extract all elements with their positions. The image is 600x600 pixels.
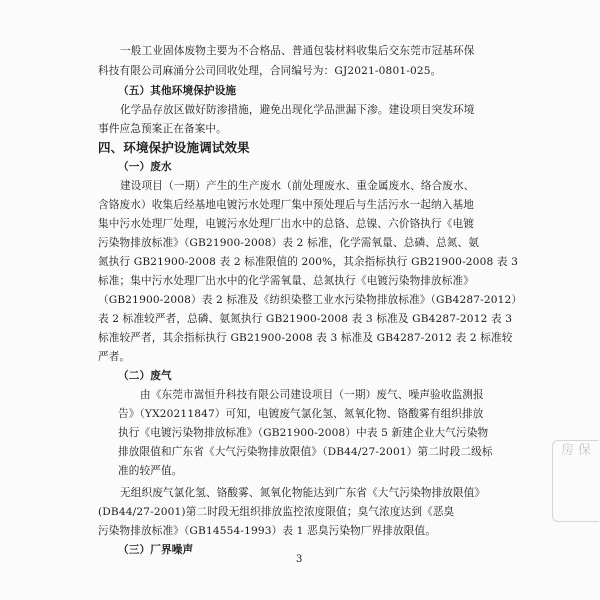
seal-stamp	[552, 440, 599, 522]
body-text-line: 标准；集中污水处理厂出水中的化学需氧量、总氮执行《电镀污染物排放标准》	[98, 275, 475, 287]
body-text-line: （GB21900-2008）表 2 标准及《纺织染整工业水污染物排放标准》（GB4287-2012）	[98, 294, 523, 306]
section-heading-boundary-noise: （三）厂界噪声	[118, 544, 194, 556]
body-text-line: 严者。	[98, 351, 131, 363]
body-text-line: 表 2 标准较严者，总磷、氨氮执行 GB21900-2008 表 3 标准及 GB4287-2012 表 3	[98, 313, 513, 325]
body-text-line: (DB44/27-2001)第二时段无组织排放监控浓度限值；臭气浓度达到《恶臭	[98, 506, 455, 518]
chapter-heading-commissioning-results: 四、环境保护设施调试效果	[98, 140, 250, 155]
body-text-line: 标准较严者，其余指标执行 GB21900-2008 表 3 标准及 GB4287-2012 表 2 标准较	[98, 332, 513, 344]
section-heading-waste-gas: （二）废气	[118, 370, 172, 382]
body-text-line: 一般工业固体废物主要为不合格品、普通包装材料收集后交东莞市冠基环保	[120, 45, 475, 57]
page-number: 3	[296, 554, 303, 565]
body-text-line: 污染物排放标准》（GB21900-2008）表 2 标准，化学需氧量、总磷、总氮、氨	[98, 237, 479, 249]
section-heading-wastewater: （一）废水	[118, 161, 172, 173]
body-text-line: 集中污水处理厂处理，电镀污水处理厂出水中的总铬、总镍、六价铬执行《电镀	[98, 218, 475, 230]
body-text-line: 含铬废水）收集后经基地电镀污水处理厂集中预处理后与生活污水一起纳入基地	[98, 199, 475, 211]
body-text-line: 无组织废气氯化氢、铬酸雾、氮氧化物能达到广东省《大气污染物排放限值》	[120, 487, 486, 499]
body-text-line: 告》（YX20211847）可知，电镀废气氯化氢、氮氧化物、铬酸雾有组织排放	[118, 408, 484, 420]
body-text-line: 化学品存放区做好防渗措施，避免出现化学品泄漏下渗。建设项目突发环境	[120, 104, 475, 116]
body-text-line: 建设项目（一期）产生的生产废水（前处理废水、重金属废水、络合废水、	[120, 180, 475, 192]
stamp-text: 房 保	[560, 443, 592, 458]
body-text-line: 污染物排放标准》（GB14554-1993）表 1 恶臭污染物厂界排放限值。	[98, 525, 437, 537]
body-text-line: 由《东莞市嵩恒升科技有限公司建设项目（一期）废气、噪声验收监测报	[140, 389, 484, 401]
body-text-line: 科技有限公司麻涌分公司回收处理，合同编号为：GJ2021-0801-025。	[98, 65, 442, 77]
body-text-line: 准的较严值。	[118, 465, 183, 477]
body-text-line: 氮执行 GB21900-2008 表 2 标准限值的 200%，其余指标执行 GB21900-2008 表 3	[98, 256, 519, 268]
body-text-line: 排放限值和广东省《大气污染物排放限值》（DB44/27-2001）第二时段二级标	[118, 446, 493, 458]
body-text-line: 事件应急预案正在备案中。	[98, 123, 227, 135]
body-text-line: 执行《电镀污染物排放标准》（GB21900-2008）中表 5 新建企业大气污染物	[118, 427, 489, 439]
section-heading-other-protection: （五）其他环境保护设施	[118, 85, 237, 97]
